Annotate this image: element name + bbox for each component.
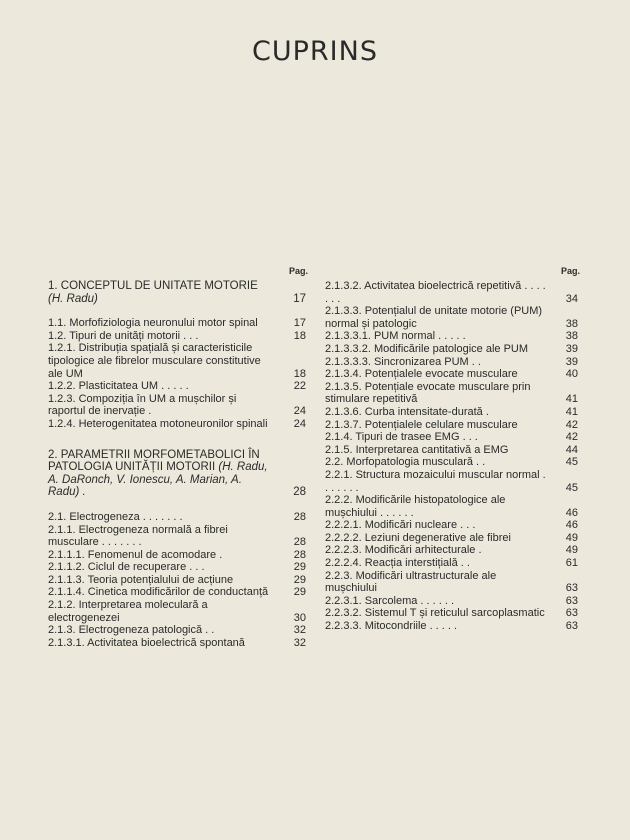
toc-entry-page: 18: [293, 367, 306, 380]
toc-entry-title: Sincronizarea PUM . .: [373, 355, 481, 368]
toc-entry-page: 32: [293, 636, 306, 649]
toc-entry-number: 2.1.1.: [48, 523, 76, 536]
toc-entry-title: Reacția interstițială . .: [364, 557, 470, 570]
toc-entry-title: Modificări arhitecturale .: [364, 544, 482, 557]
toc-entry-title: Potențialele evocate musculare: [364, 368, 518, 381]
toc-entry: [325, 406, 580, 419]
toc-entry-page: 63: [565, 620, 578, 633]
toc-entry: [325, 419, 580, 432]
toc-entry-page: 30: [293, 611, 306, 624]
toc-entry-authors: (H. Radu): [48, 292, 98, 305]
toc-entry: [325, 356, 580, 369]
toc-entry: [325, 343, 580, 356]
toc-entry-number: 1.2.3.: [48, 392, 76, 405]
toc-entry-title: Ciclul de recuperare . . .: [87, 561, 205, 574]
toc-entry-page: 46: [565, 506, 578, 519]
toc-entry: [48, 549, 308, 562]
toc-entry-page: 46: [565, 519, 578, 532]
toc-entry-number: 2.2.1.: [325, 468, 353, 481]
toc-entry-page: 28: [293, 548, 306, 561]
toc-entry-page: 29: [293, 573, 306, 586]
toc-entry-number: 1.2.2.: [48, 380, 76, 393]
toc-entry-title: Sistemul T și reticulul sarcoplasmatic: [364, 607, 545, 620]
toc-column-right: [325, 266, 580, 633]
toc-entry: [325, 607, 580, 620]
toc-entry: [325, 557, 580, 570]
toc-entry: [325, 494, 580, 519]
toc-entry-title: Distribuția spațială și caracteristicile tipologice ale fibrelor musculare constitutive ale UM: [48, 342, 261, 380]
toc-list: [48, 280, 308, 649]
toc-entry: [48, 524, 308, 549]
toc-entry: [325, 620, 580, 633]
toc-entry: [48, 449, 308, 499]
toc-entry-page: 24: [293, 417, 306, 430]
toc-entry-title: Modificările patologice ale PUM: [373, 342, 529, 355]
toc-entry-page: 42: [565, 431, 578, 444]
toc-entry: [48, 280, 308, 305]
toc-entry-number: 2.1.3.: [48, 624, 76, 637]
toc-entry-number: 2.2.3.: [325, 569, 353, 582]
toc-entry-page: 63: [565, 582, 578, 595]
toc-entry-page: 32: [293, 624, 306, 637]
toc-entry-number: 2.1.1.3.: [48, 573, 85, 586]
toc-entry-page: 42: [565, 418, 578, 431]
toc-entry-page: 49: [565, 531, 578, 544]
toc-entry-number: 2.1.1.2.: [48, 561, 85, 574]
toc-entry: [48, 330, 308, 343]
toc-entry-number: 2.1.3.3.: [325, 305, 362, 318]
toc-entry-title: Compoziția în UM a mușchilor și raportul de inervație .: [48, 392, 237, 418]
toc-entry-number: 2.1.1.4.: [48, 586, 85, 599]
toc-entry-title: Cinetica modificărilor de conductanță: [87, 586, 269, 599]
toc-entry-number: 2.2.: [325, 456, 344, 469]
toc-entry-number: 2.1.3.7.: [325, 418, 362, 431]
toc-entry-title: Activitatea bioelectrică repetitivă . . . . . . .: [325, 280, 546, 305]
toc-entry-title: Tipuri de unități motorii . . .: [69, 329, 199, 342]
toc-entry-authors: (H. Radu, A. DaRonch, V. Ionescu, A. Marian, A. Radu) .: [48, 461, 268, 499]
toc-entry-title: Potențialul de unitate motorie (PUM) normal și patologic: [325, 305, 543, 330]
toc-entry-title: Electrogeneza normală a fibrei musculare . . . . . . .: [48, 523, 228, 549]
toc-entry-title: PARAMETRII MORFOMETABOLICI ÎN PATOLOGIA UNITĂȚII MOTORII: [48, 448, 260, 474]
page-title: CUPRINS: [252, 36, 378, 67]
toc-entry-page: 39: [565, 342, 578, 355]
toc-entry-title: Electrogeneza patologică . .: [78, 624, 215, 637]
toc-entry: [48, 317, 308, 330]
toc-entry-title: Fenomenul de acomodare .: [87, 548, 223, 561]
toc-entry-number: 2.1.3.5.: [325, 380, 362, 393]
toc-entry-page: 39: [565, 355, 578, 368]
toc-entry: [325, 444, 580, 457]
toc-entry-number: 2.2.2.4.: [325, 557, 362, 570]
toc-entry-title: Modificări ultrastructurale ale mușchiului: [325, 569, 497, 595]
toc-entry-title: Tipuri de trasee EMG . . .: [355, 431, 478, 444]
toc-entry: [325, 368, 580, 381]
toc-entry: [48, 637, 308, 650]
toc-entry-number: 2.1.5.: [325, 443, 353, 456]
toc-entry-page: 17: [293, 292, 306, 305]
toc-entry: [325, 595, 580, 608]
toc-entry-title: Sarcolema . . . . . .: [364, 594, 455, 607]
toc-entry-title: Potențiale evocate musculare prin stimulare repetitivă: [325, 380, 531, 406]
toc-entry: [48, 561, 308, 574]
toc-column-left: [48, 266, 308, 649]
toc-entry-page: 22: [293, 380, 306, 393]
toc-entry: [48, 418, 308, 431]
pag-header: Pag.: [288, 266, 308, 276]
toc-entry-page: 40: [565, 368, 578, 381]
toc-entry-page: 45: [565, 481, 578, 494]
toc-entry-number: 2.2.2.2.: [325, 531, 362, 544]
toc-entry-title: Mitocondriile . . . . .: [364, 620, 458, 633]
toc-entry-number: 2.2.2.1.: [325, 519, 362, 532]
toc-entry-number: 2.1.3.6.: [325, 405, 362, 418]
toc-entry: [48, 511, 308, 524]
toc-entry-title: Activitatea bioelectrică spontană: [87, 636, 245, 649]
toc-entry-title: CONCEPTUL DE UNITATE MOTORIE: [60, 280, 258, 292]
toc-entry: [325, 456, 580, 469]
toc-entry-title: Curba intensitate-durată .: [364, 405, 489, 418]
toc-entry: [325, 431, 580, 444]
toc-entry-page: 63: [565, 607, 578, 620]
toc-entry-title: Teoria potențialului de acțiune: [87, 573, 234, 586]
toc-entry-page: 38: [565, 317, 578, 330]
toc-entry-title: PUM normal . . . . .: [373, 330, 466, 343]
toc-entry-number: 2.1.4.: [325, 431, 353, 444]
toc-entry: [325, 469, 580, 494]
toc-entry-title: Plasticitatea UM . . . . .: [78, 380, 189, 393]
toc-entry-number: 2.1.2.: [48, 599, 76, 612]
toc-entry-page: 61: [565, 557, 578, 570]
toc-entry: [325, 532, 580, 545]
toc-entry-page: 44: [565, 443, 578, 456]
toc-entry: [325, 330, 580, 343]
toc-entry-page: 17: [293, 317, 306, 330]
toc-entry-number: 1.2.: [48, 329, 67, 342]
toc-entry: [48, 586, 308, 599]
toc-entry-number: 2.1.3.2.: [325, 280, 362, 292]
toc-entry-page: 38: [565, 330, 578, 343]
toc-entry-number: 2.1.3.3.1.: [325, 330, 371, 343]
toc-entry-title: Interpretarea cantitativă a EMG: [355, 443, 509, 456]
toc-entry-title: Morfopatologia musculară . .: [346, 456, 486, 469]
toc-entry-title: Modificările histopatologice ale mușchiului . . . . . .: [325, 494, 506, 519]
toc-entry-title: Interpretarea moleculară a electrogenezei: [48, 599, 208, 624]
toc-entry-page: 34: [565, 292, 578, 305]
toc-entry-page: 45: [565, 456, 578, 469]
toc-entry: [48, 342, 308, 380]
toc-entry: [48, 574, 308, 587]
toc-entry-title: Modificări nucleare . . .: [364, 519, 476, 532]
toc-entry-number: 2.1.3.4.: [325, 368, 362, 381]
toc-entry-number: 2.1.1.1.: [48, 548, 85, 561]
toc-entry-number: 2.1.: [48, 510, 67, 523]
toc-entry-page: 29: [293, 561, 306, 574]
toc-entry-title: Leziuni degenerative ale fibrei: [364, 531, 511, 544]
toc-entry-number: 2.1.3.3.2.: [325, 342, 371, 355]
toc-entry-page: 28: [293, 536, 306, 549]
toc-entry-title: Potențialele celulare musculare: [364, 418, 518, 431]
toc-entry-title: Heterogenitatea motoneuronilor spinali: [78, 417, 268, 430]
toc-entry-number: 2.1.3.1.: [48, 636, 85, 649]
toc-entry-number: 2.2.2.3.: [325, 544, 362, 557]
toc-entry-title: Structura mozaicului muscular normal . . . . . . .: [325, 468, 546, 494]
toc-entry-number: 2.2.3.1.: [325, 594, 362, 607]
toc-entry-number: 2.: [48, 448, 58, 461]
toc-entry-page: 41: [565, 405, 578, 418]
toc-entry: [325, 544, 580, 557]
toc-entry: [48, 380, 308, 393]
toc-entry-page: 18: [293, 329, 306, 342]
toc-entry: [48, 393, 308, 418]
pag-header: Pag.: [560, 266, 580, 276]
toc-entry: [325, 305, 580, 330]
toc-entry: [48, 599, 308, 624]
toc-entry-page: 49: [565, 544, 578, 557]
toc-entry: [325, 519, 580, 532]
toc-entry-page: 28: [293, 486, 306, 499]
toc-entry: [325, 381, 580, 406]
toc-entry-title: Electrogeneza . . . . . . .: [69, 510, 183, 523]
toc-entry-number: 1.2.1.: [48, 342, 76, 355]
toc-entry-page: 63: [565, 594, 578, 607]
toc-entry-number: 1.1.: [48, 317, 67, 330]
toc-list: [325, 280, 580, 633]
toc-entry-page: 28: [293, 510, 306, 523]
toc-entry-number: 2.2.2.: [325, 494, 353, 507]
toc-entry-number: 2.2.3.2.: [325, 607, 362, 620]
toc-entry-number: 2.2.3.3.: [325, 620, 362, 633]
toc-entry: [325, 280, 580, 305]
toc-entry-title: Morfofiziologia neuronului motor spinal: [69, 317, 258, 330]
toc-entry-number: 1.2.4.: [48, 417, 76, 430]
toc-entry: [48, 624, 308, 637]
toc-entry-page: 29: [293, 586, 306, 599]
toc-entry: [325, 570, 580, 595]
toc-entry-page: 41: [565, 393, 578, 406]
toc-entry-number: 1.: [48, 280, 58, 292]
toc-entry-number: 2.1.3.3.3.: [325, 355, 371, 368]
toc-entry-page: 24: [293, 405, 306, 418]
